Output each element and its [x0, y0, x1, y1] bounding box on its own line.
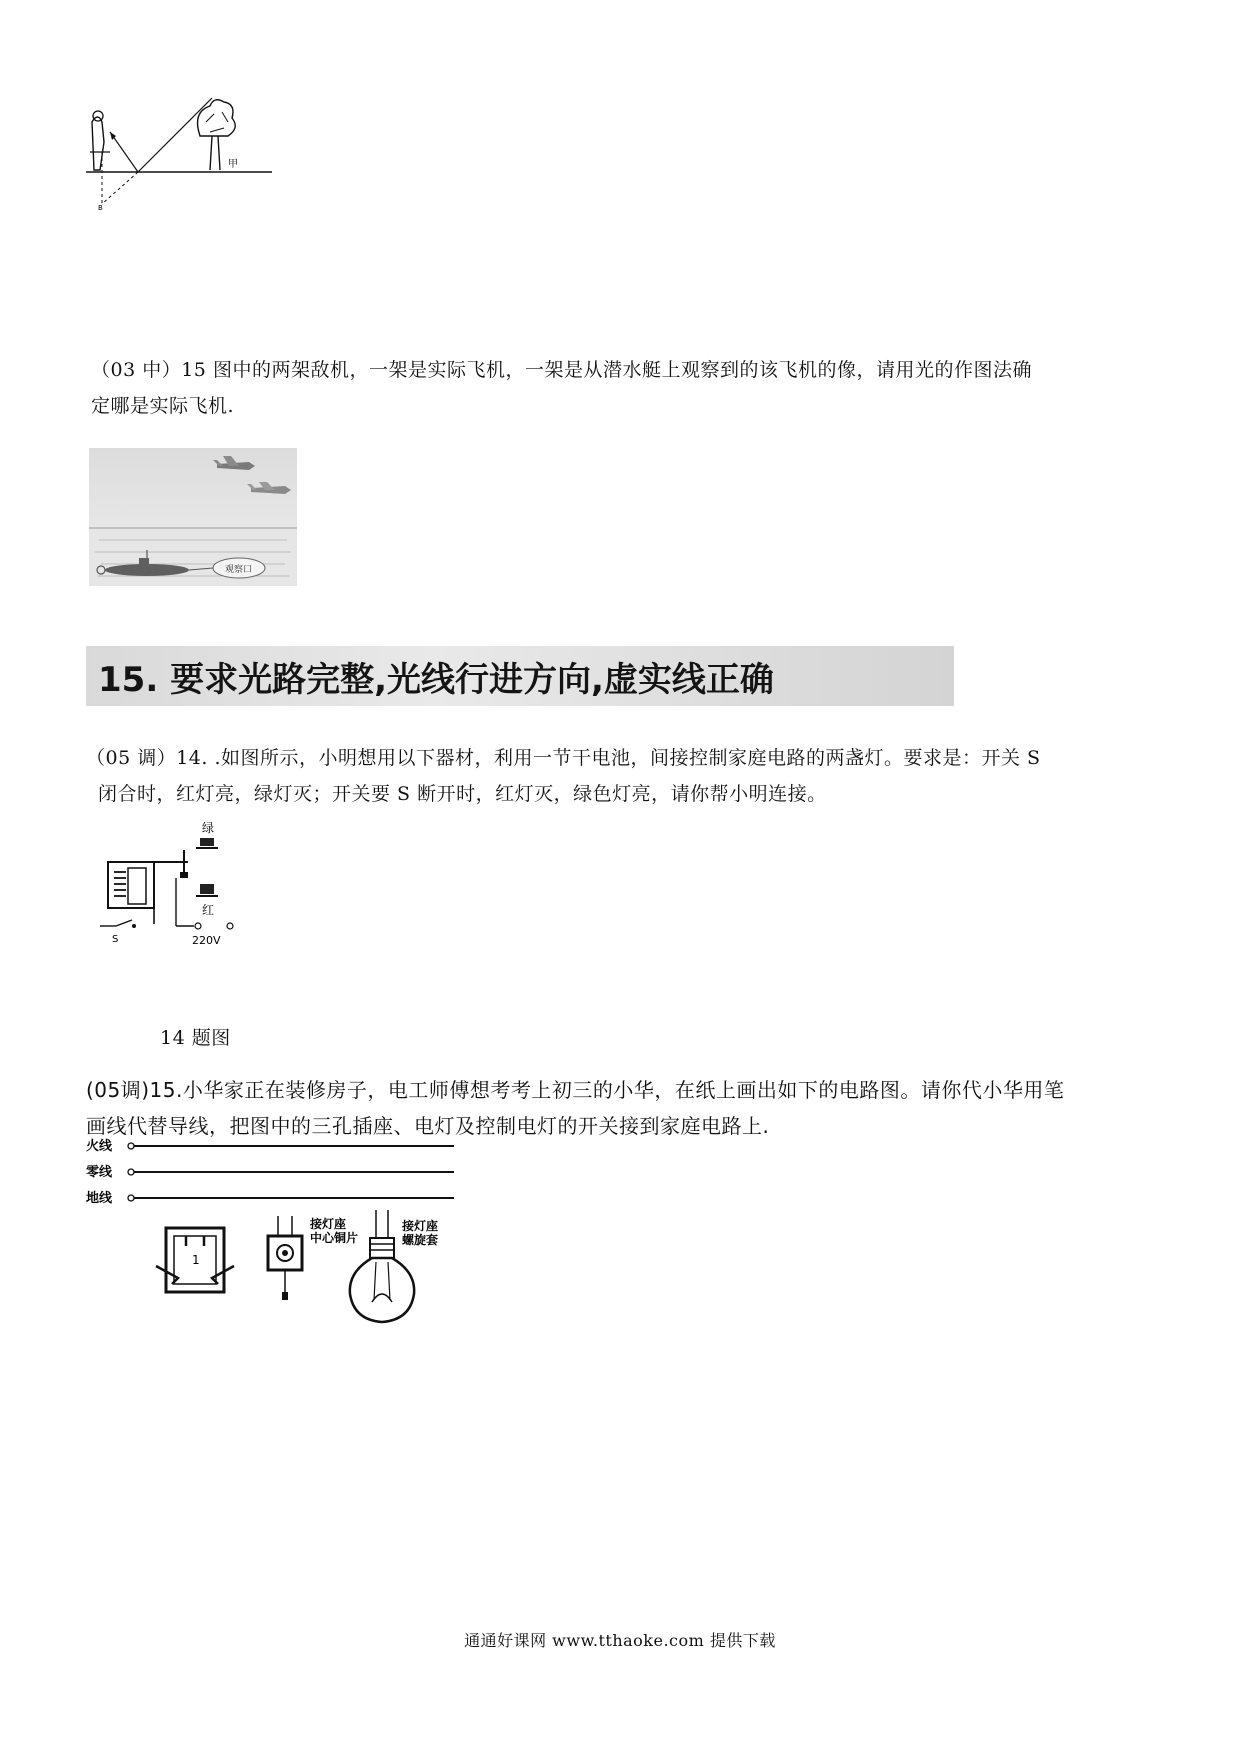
question-03-15-line1: （03 中）15 图中的两架敌机，一架是实际飞机，一架是从潜水艇上观察到的该飞机的像，请用光的作图法确 — [91, 359, 1032, 381]
figure-household-wiring — [86, 1136, 506, 1336]
figure-14-caption: 14 题图 — [160, 1027, 231, 1049]
question-05-14 — [86, 740, 1176, 812]
page-footer — [0, 1628, 1240, 1651]
switch-label: S — [112, 934, 119, 945]
ground-wire-label: 地线 — [86, 1191, 113, 1206]
socket-mark: 1 — [192, 1253, 200, 1267]
answer-banner-text: 15. 要求光路完整,光线行进方向,虚实线正确 — [98, 659, 774, 700]
live-wire-label: 火线 — [86, 1139, 113, 1154]
question-05-15-line1: (05调)15.小华家正在装修房子，电工师傅想考考上初三的小华，在纸上画出如下的电路图。请你代小华用笔 — [86, 1078, 1065, 1102]
center-label-2: 中心铜片 — [310, 1231, 359, 1245]
question-05-14-line2: 闭合时，红灯亮，绿灯灭；开关要 S 断开时，红灯灭，绿色灯亮，请你帮小明连接。 — [98, 783, 827, 805]
answer-banner — [86, 646, 954, 706]
question-05-15 — [86, 1072, 1176, 1144]
figure-tree-reflection — [80, 92, 280, 212]
voltage-label: 220V — [192, 934, 221, 946]
green-lamp-label: 绿 — [202, 821, 215, 835]
shell-label-2: 螺旋套 — [402, 1233, 439, 1247]
question-03-15-line2: 定哪是实际飞机. — [91, 395, 235, 417]
question-05-14-line1: （05 调）14. .如图所示，小明想用以下器材，利用一节干电池，间接控制家庭电路的两盏灯。要求是：开关 S — [86, 747, 1041, 769]
red-lamp-label: 红 — [202, 903, 215, 917]
image-label: B — [98, 204, 103, 212]
periscope-label: 观察口 — [225, 565, 253, 575]
footer-text: 通通好课网 www.tthaoke.com 提供下载 — [464, 1631, 776, 1650]
question-03-15 — [91, 352, 1171, 424]
neutral-wire-label: 零线 — [86, 1165, 113, 1180]
three-hole-socket — [156, 1228, 234, 1292]
pull-switch — [268, 1216, 302, 1300]
light-bulb — [309, 1210, 438, 1322]
figure-planes-submarine — [89, 448, 297, 586]
question-05-15-line2: 画线代替导线，把图中的三孔插座、电灯及控制电灯的开关接到家庭电路上. — [86, 1114, 770, 1138]
center-label-1: 接灯座 — [310, 1217, 347, 1231]
tree-label: 甲 — [228, 159, 238, 170]
shell-label-1: 接灯座 — [402, 1219, 439, 1233]
figure-relay-circuit — [100, 818, 260, 946]
